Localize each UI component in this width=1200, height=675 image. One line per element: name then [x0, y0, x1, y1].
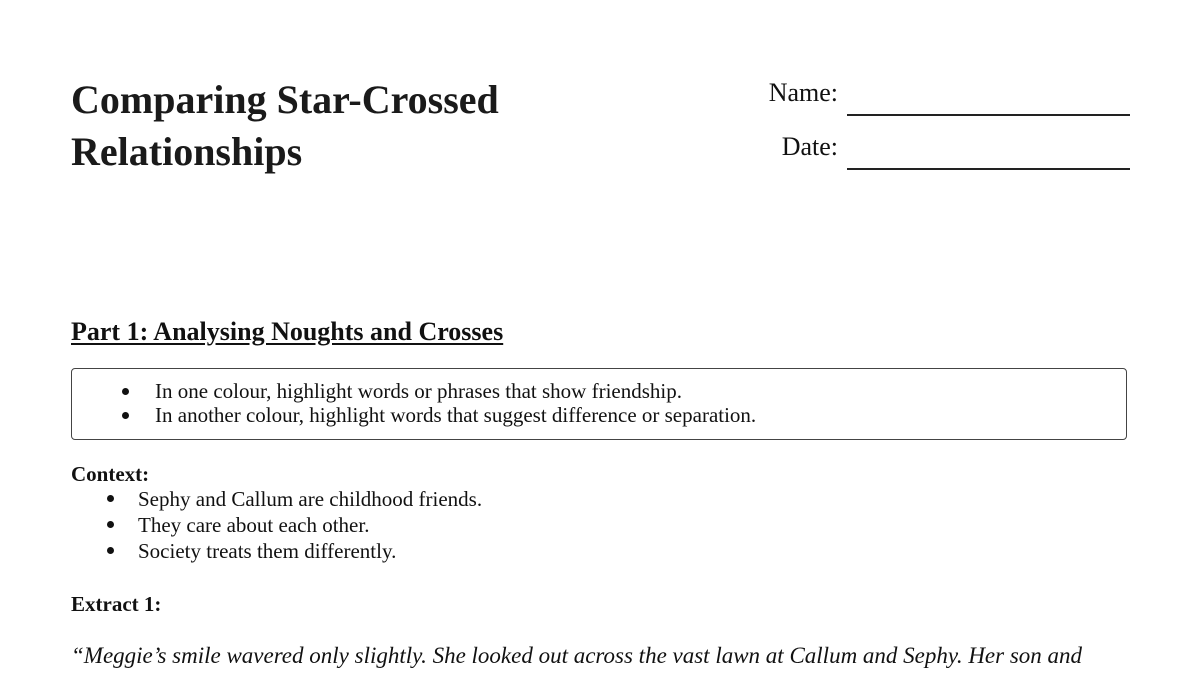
date-write-line[interactable] [847, 168, 1130, 170]
instruction-item: In one colour, highlight words or phrases that show friendship. [122, 379, 756, 403]
part-1-heading: Part 1: Analysing Noughts and Crosses [71, 317, 504, 346]
context-item: Sephy and Callum are childhood friends. [107, 486, 482, 512]
instruction-item: In another colour, highlight words that suggest difference or separation. [122, 403, 756, 427]
instructions-box [71, 368, 1127, 440]
date-label: Date: [781, 132, 838, 161]
instructions-list [122, 379, 756, 427]
name-label: Name: [768, 78, 838, 107]
date-field[interactable] [700, 132, 1130, 172]
context-label: Context: [71, 462, 150, 486]
context-item: Society treats them differently. [107, 538, 482, 564]
name-write-line[interactable] [847, 114, 1130, 116]
extract-1-text: “Meggie’s smile wavered only slightly. She looked out across the vast lawn at Callum and Sephy. Her son and [71, 643, 1083, 668]
name-field[interactable] [700, 78, 1130, 118]
extract-1-label: Extract 1: [71, 592, 162, 616]
context-list [107, 486, 482, 564]
worksheet-title [71, 74, 631, 178]
context-item: They care about each other. [107, 512, 482, 538]
worksheet-title-line-2: Relationships [71, 129, 303, 174]
worksheet-title-line-1: Comparing Star-Crossed [71, 77, 499, 122]
